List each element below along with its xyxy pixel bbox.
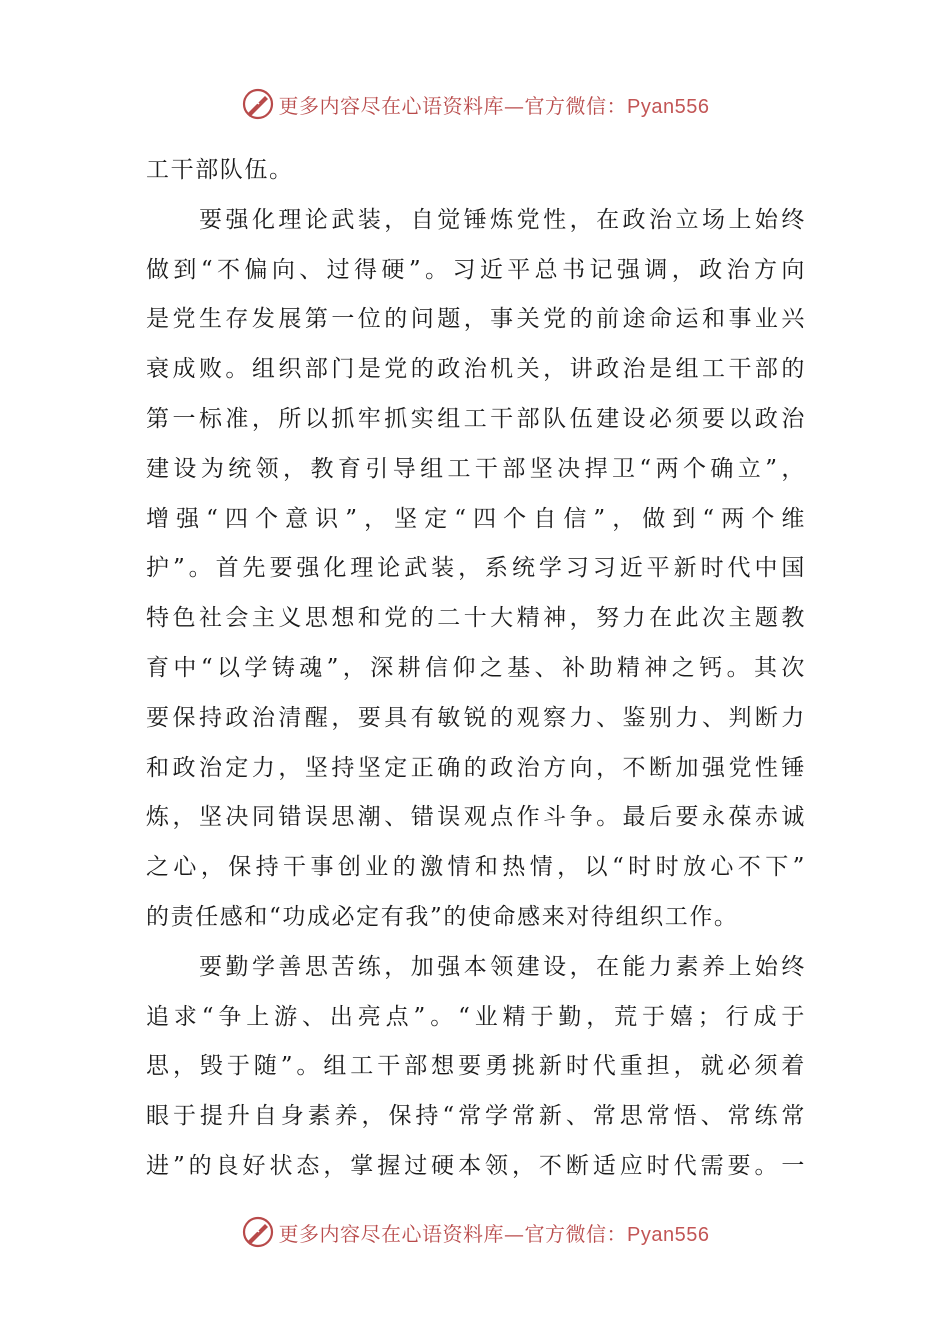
header-watermark (0, 82, 950, 126)
text-line: 思，毁于随”。组工干部想要勇挑新时代重担，就必须着 (146, 1053, 806, 1080)
watermark-text (279, 1218, 710, 1247)
text-line: 要勤学善思苦练，加强本领建设，在能力素养上始终 (199, 953, 806, 980)
text-line: 要保持政治清醒，要具有敏锐的观察力、鉴别力、判断力 (146, 704, 806, 731)
text-line: 增强“四个意识”，坚定“四个自信”，做到“两个维 (146, 505, 806, 532)
text-line: 特色社会主义思想和党的二十大精神，努力在此次主题教 (146, 605, 806, 632)
text-line: 的责任感和“功成必定有我”的使命感来对待组织工作。 (146, 903, 739, 930)
footer-watermark (0, 1210, 950, 1254)
text-line: 炼，坚决同错误思潮、错误观点作斗争。最后要永葆赤诚 (146, 804, 806, 831)
text-line: 工干部队伍。 (146, 157, 294, 183)
text-line: 是党生存发展第一位的问题，事关党的前途命运和事业兴 (146, 306, 806, 333)
text-line: 进”的良好状态，掌握过硬本领，不断适应时代需要。一 (146, 1152, 806, 1179)
text-line: 追求“争上游、出亮点”。“业精于勤，荒于嬉；行成于 (146, 1003, 806, 1030)
watermark-main: 更多内容尽在心语资料库—官方微信： (278, 1221, 628, 1246)
text-line: 之心，保持干事创业的激情和热情，以“时时放心不下” (146, 854, 806, 881)
text-line: 护”。首先要强化理论武装，系统学习习近平新时代中国 (146, 555, 806, 582)
pen-logo-icon (241, 1215, 275, 1249)
text-line: 要强化理论武装，自觉锤炼党性，在政治立场上始终 (199, 206, 806, 233)
document-body (146, 146, 806, 1192)
text-line: 衰成败。组织部门是党的政治机关，讲政治是组工干部的 (146, 356, 806, 383)
text-line: 做到“不偏向、过得硬”。习近平总书记强调，政治方向 (146, 256, 806, 283)
text-line: 建设为统领，教育引导组工干部坚决捍卫“两个确立”， (146, 455, 806, 482)
text-line: 和政治定力，坚持坚定正确的政治方向，不断加强党性锤 (146, 754, 806, 781)
watermark-wechat-id: Pyan556 (627, 1223, 710, 1246)
watermark-wechat-id: Pyan556 (627, 95, 710, 118)
watermark-text (279, 90, 710, 119)
text-line: 眼于提升自身素养，保持“常学常新、常思常悟、常练常 (146, 1103, 806, 1130)
text-line: 育中“以学铸魂”，深耕信仰之基、补助精神之钙。其次 (146, 654, 806, 681)
text-line: 第一标准，所以抓牢抓实组工干部队伍建设必须要以政治 (146, 405, 806, 432)
pen-logo-icon (241, 87, 275, 121)
watermark-main: 更多内容尽在心语资料库—官方微信： (278, 93, 628, 118)
